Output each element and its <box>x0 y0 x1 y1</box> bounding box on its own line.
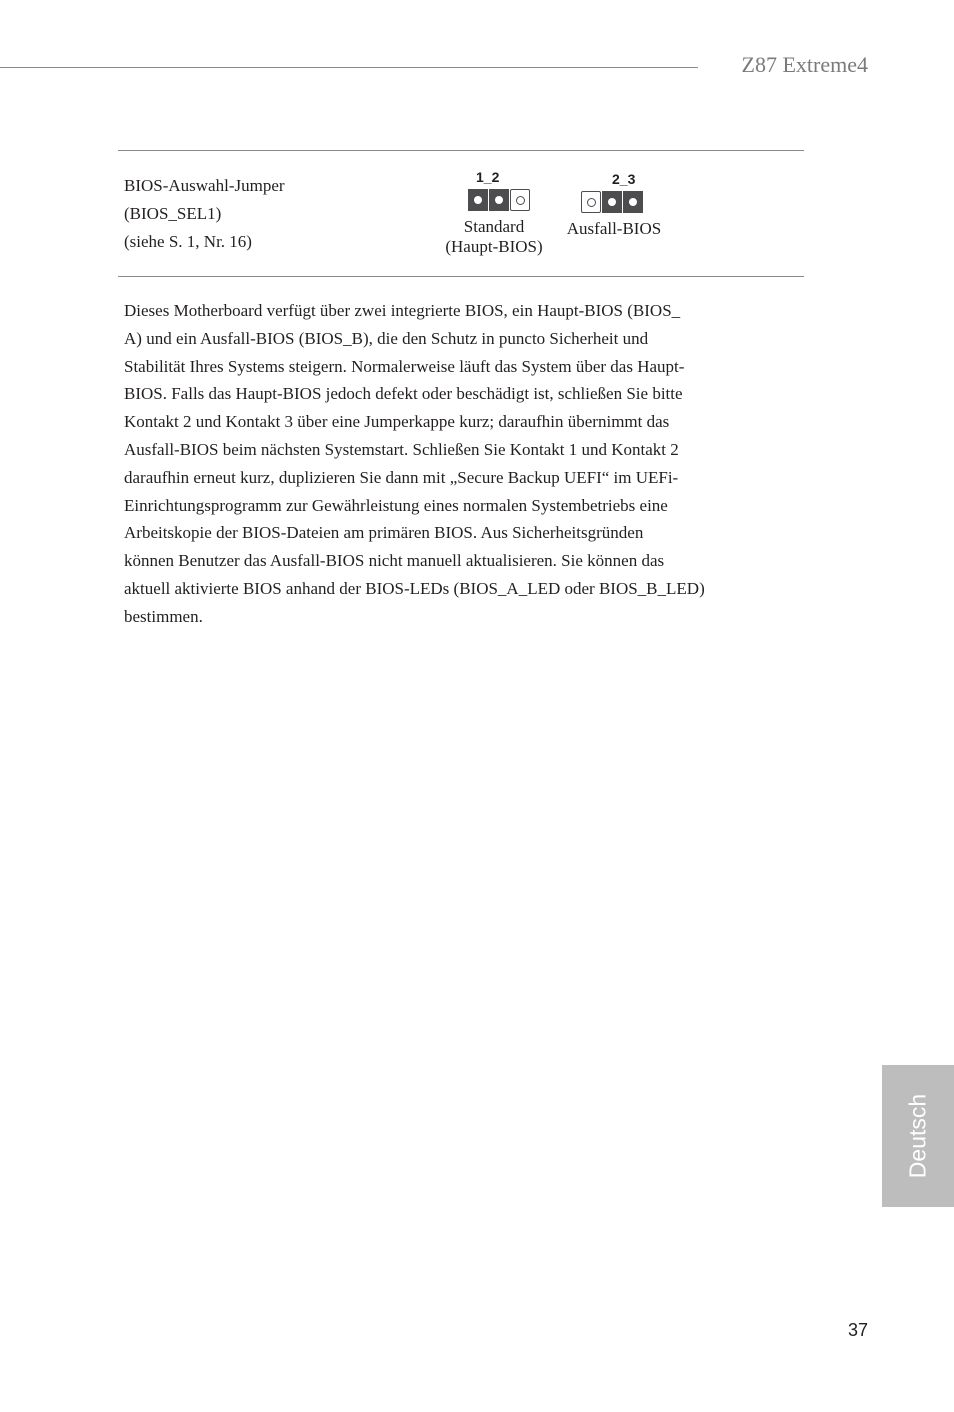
jumper-description <box>124 172 285 256</box>
body-line: daraufhin erneut kurz, duplizieren Sie dann mit „Secure Backup UEFI“ im UEFi- <box>124 467 679 487</box>
body-line: Ausfall-BIOS beim nächsten Systemstart. Schließen Sie Kontakt 1 und Kontakt 2 <box>124 439 679 459</box>
pin-open-icon <box>581 191 601 213</box>
body-line: Einrichtungsprogramm zur Gewährleistung eines normalen Systembetriebs eine <box>124 495 668 515</box>
pin-label: 2_3 <box>612 171 636 187</box>
body-line: aktuell aktivierte BIOS anhand der BIOS-LEDs (BIOS_A_LED oder BIOS_B_LED) <box>124 578 705 598</box>
jumper-caption-line: (Haupt-BIOS) <box>445 237 543 256</box>
jumper-description-line: BIOS-Auswahl-Jumper <box>124 176 285 195</box>
body-line: bestimmen. <box>124 606 203 626</box>
body-line: Stabilität Ihres Systems steigern. Normalerweise läuft das System über das Haupt- <box>124 356 685 376</box>
body-line: BIOS. Falls das Haupt-BIOS jedoch defekt oder beschädigt ist, schließen Sie bitte <box>124 384 683 404</box>
pin-shorted-icon <box>489 189 509 211</box>
jumper-pins <box>581 191 644 213</box>
jumper-caption-line: Ausfall-BIOS <box>566 219 662 238</box>
jumper-description-line: (siehe S. 1, Nr. 16) <box>124 232 252 251</box>
body-line: A) und ein Ausfall-BIOS (BIOS_B), die den Schutz in puncto Sicherheit und <box>124 328 649 348</box>
jumper-pins <box>468 189 531 211</box>
body-line: Kontakt 2 und Kontakt 3 über eine Jumperkappe kurz; daraufhin übernimmt das <box>124 412 670 432</box>
body-paragraph <box>124 297 744 631</box>
pin-shorted-icon <box>623 191 643 213</box>
pin-open-icon <box>510 189 530 211</box>
jumper-caption <box>438 217 550 257</box>
table-top-rule <box>118 150 804 151</box>
jumper-caption <box>562 219 666 239</box>
jumper-caption-line: Standard <box>463 217 525 236</box>
pin-shorted-icon <box>602 191 622 213</box>
language-tab-label: Deutsch <box>904 1093 931 1179</box>
model-title: Z87 Extreme4 <box>741 52 868 77</box>
body-line: können Benutzer das Ausfall-BIOS nicht manuell aktualisieren. Sie können das <box>124 551 665 571</box>
body-line: Dieses Motherboard verfügt über zwei integrierte BIOS, ein Haupt-BIOS (BIOS_ <box>124 301 681 320</box>
header-rule <box>0 67 698 68</box>
table-bottom-rule <box>118 276 804 277</box>
body-line: Arbeitskopie der BIOS-Dateien am primären BIOS. Aus Sicherheitsgründen <box>124 523 644 543</box>
jumper-description-line: (BIOS_SEL1) <box>124 204 222 223</box>
language-tab <box>882 1065 954 1207</box>
pin-shorted-icon <box>468 189 488 211</box>
pin-label: 1_2 <box>476 169 500 185</box>
page-number: 37 <box>847 1320 868 1340</box>
